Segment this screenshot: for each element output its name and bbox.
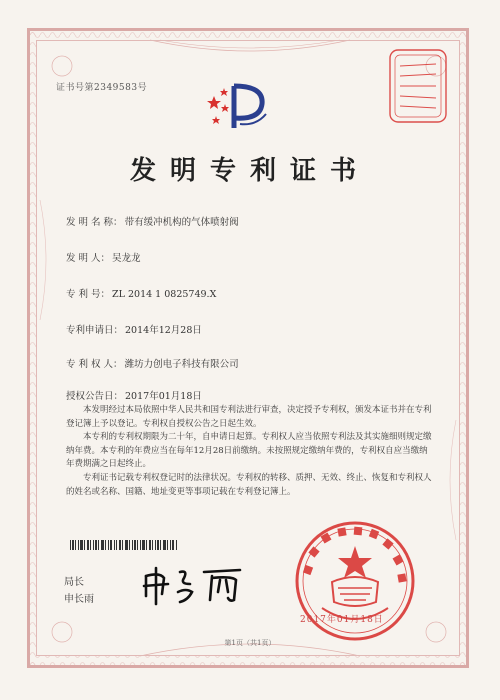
field-inventor	[66, 250, 141, 264]
field-label: 专利申请日：	[66, 325, 124, 336]
field-application-date	[66, 322, 202, 336]
page-title: 发明专利证书	[129, 156, 370, 186]
field-label: 发 明 名 称：	[66, 217, 123, 228]
handwritten-signature-icon	[140, 562, 250, 606]
signatory-title: 局长	[64, 577, 84, 588]
field-label: 专 利 号：	[66, 289, 111, 300]
field-announcement-date	[66, 388, 202, 402]
body-paragraph: 本发明经过本局依照中华人民共和国专利法进行审查，决定授予专利权，颁发本证书并在专利登记簿上予以登记。专利权自授权公告之日起生效。	[66, 405, 432, 429]
body-paragraph: 专利证书记载专利权登记时的法律状况。专利权的转移、质押、无效、终止、恢复和专利权人的姓名或名称、国籍、地址变更等事项记载在专利登记簿上。	[66, 472, 432, 497]
body-paragraph: 本专利的专利权期限为二十年，自申请日起算。专利权人应当依照专利法及其实施细则规定缴纳年费。本专利的年费应当在每年12月28日前缴纳。未按照规定缴纳年费的，专利权自应当缴纳年费期满之日起终止。	[66, 432, 432, 470]
page-number: 第1页（共1页）	[224, 639, 276, 647]
field-invention-name	[66, 214, 239, 228]
field-patentee	[66, 356, 239, 370]
patent-agency-seal-icon	[386, 46, 450, 126]
signatory-name: 申长雨	[64, 594, 94, 605]
field-value: 潍坊力创电子科技有限公司	[124, 359, 239, 370]
field-label: 发 明 人：	[66, 253, 111, 264]
certificate-body	[66, 404, 436, 499]
field-value: ZL 2014 1 0825749.X	[112, 289, 217, 300]
certificate-number: 证书号第2349583号	[56, 83, 148, 93]
field-label: 授权公告日：	[66, 391, 124, 402]
official-seal-icon	[292, 518, 418, 644]
field-value: 吴龙龙	[112, 253, 141, 264]
field-label: 专 利 权 人：	[66, 359, 123, 370]
field-value: 2014年12月28日	[125, 325, 202, 336]
barcode-icon	[70, 540, 178, 550]
field-value: 带有缓冲机构的气体喷射阀	[124, 217, 239, 228]
field-value: 2017年01月18日	[125, 391, 202, 402]
field-patent-number	[66, 286, 216, 300]
seal-date: 2017年01月18日	[300, 615, 384, 625]
patent-office-logo-icon	[204, 80, 274, 132]
